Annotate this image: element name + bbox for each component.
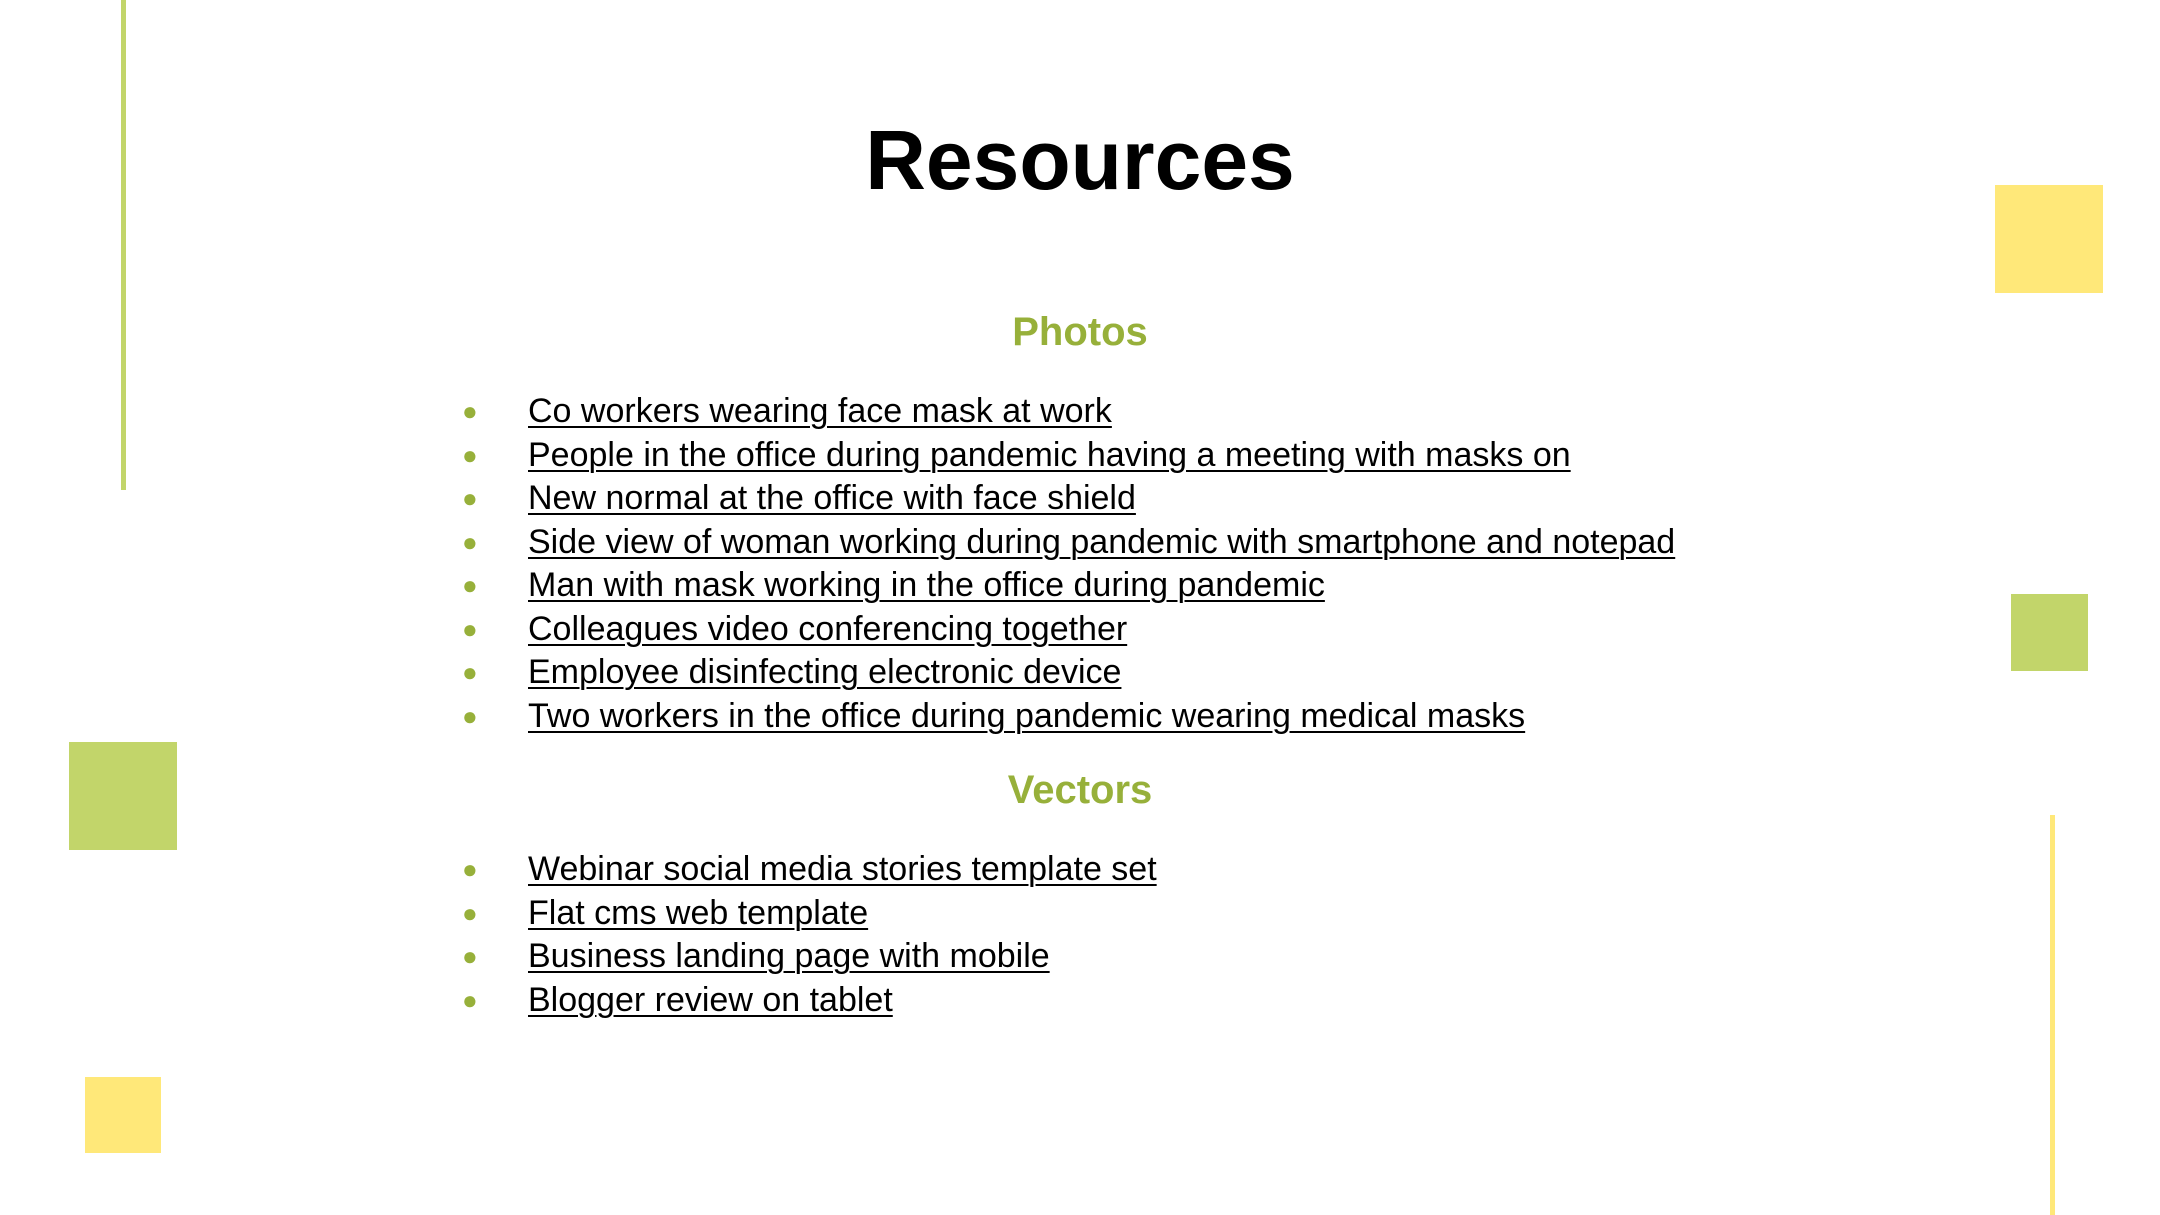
list-item <box>460 521 1675 565</box>
section-heading-vectors: Vectors <box>1007 768 1153 812</box>
photo-link[interactable]: Employee disinfecting electronic device <box>528 653 1122 691</box>
bullet-icon: ● <box>462 700 478 731</box>
vector-link[interactable]: Blogger review on tablet <box>528 980 893 1019</box>
bullet-icon: ● <box>462 941 478 971</box>
bullet-icon: ● <box>462 483 478 513</box>
vector-link[interactable]: Flat cms web template <box>528 893 869 932</box>
vectors-list <box>460 848 1157 1022</box>
list-item <box>460 695 1675 739</box>
vector-link[interactable]: Business landing page with mobile <box>528 937 1050 975</box>
list-item <box>460 935 1157 979</box>
page-title: Resources <box>865 113 1295 207</box>
list-item <box>460 979 1157 1023</box>
decorative-square-yellow-bottom-left <box>85 1077 161 1153</box>
photo-link[interactable]: Co workers wearing face mask at work <box>528 392 1112 430</box>
photo-link[interactable]: Side view of woman working during pandemic with smartphone and notepad <box>528 522 1676 561</box>
bullet-icon: ● <box>462 897 478 928</box>
decorative-square-green-right <box>2011 594 2088 671</box>
list-item <box>460 848 1157 892</box>
bullet-icon: ● <box>462 570 478 600</box>
bullet-icon: ● <box>462 854 478 884</box>
bullet-icon: ● <box>462 526 478 557</box>
list-item <box>460 477 1675 521</box>
section-heading-photos: Photos <box>1012 310 1148 354</box>
photo-link[interactable]: Man with mask working in the office during pandemic <box>528 566 1325 604</box>
bullet-icon: ● <box>462 613 478 644</box>
photo-link[interactable]: New normal at the office with face shield <box>528 479 1136 517</box>
vector-link[interactable]: Webinar social media stories template set <box>528 850 1157 888</box>
list-item <box>460 608 1675 652</box>
photo-link[interactable]: Two workers in the office during pandemic wearing medical masks <box>528 696 1526 735</box>
bullet-icon: ● <box>462 984 478 1015</box>
bullet-icon: ● <box>462 396 478 426</box>
list-item <box>460 564 1675 608</box>
photo-link[interactable]: Colleagues video conferencing together <box>528 609 1128 648</box>
decorative-line-left <box>121 0 126 490</box>
list-item <box>460 434 1675 478</box>
photo-link[interactable]: People in the office during pandemic having a meeting with masks on <box>528 435 1571 474</box>
photos-list <box>460 390 1675 738</box>
list-item <box>460 651 1675 695</box>
list-item <box>460 892 1157 936</box>
bullet-icon: ● <box>462 439 478 470</box>
decorative-line-right <box>2050 815 2055 1215</box>
bullet-icon: ● <box>462 657 478 687</box>
list-item <box>460 390 1675 434</box>
